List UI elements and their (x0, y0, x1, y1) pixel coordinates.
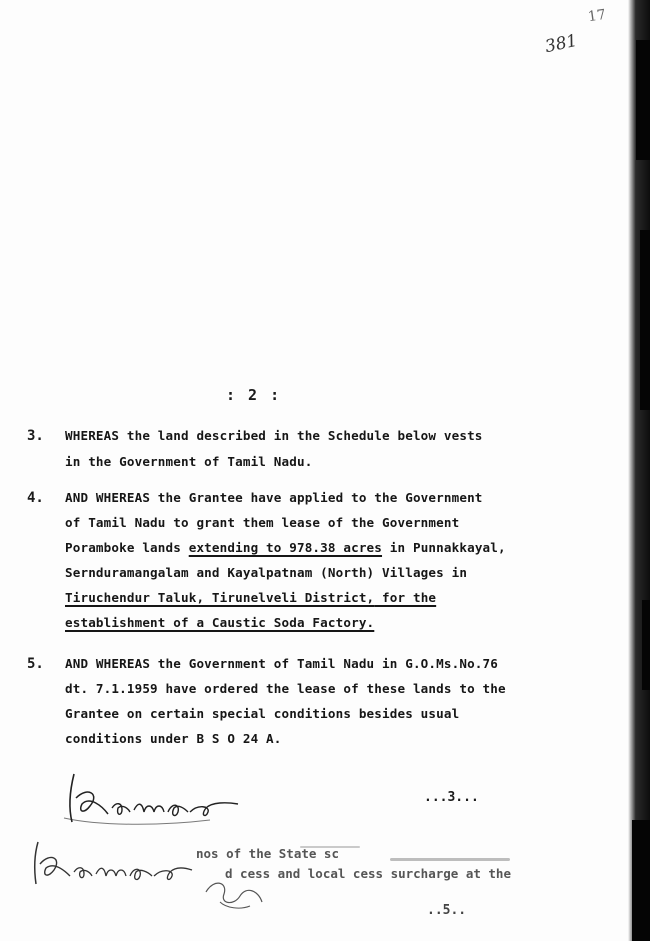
paragraph-line: Tiruchendur Taluk, Tirunelveli District, for the (65, 590, 437, 605)
underlined-phrase: extending to 978.38 acres (188, 540, 383, 555)
paragraph-line: dt. 7.1.1959 have ordered the lease of these lands to the (65, 681, 506, 696)
underlined-phrase: Tiruchendur Taluk, Tirunelveli District, (65, 590, 375, 605)
overlap-text-fragment: nos of the State sc (196, 846, 339, 861)
scan-edge-spot (640, 230, 650, 410)
paragraph-line: in the Government of Tamil Nadu. (65, 454, 313, 469)
paragraph-number: 5. (27, 656, 44, 672)
paragraph-number: 3. (27, 428, 44, 444)
paragraph-line: AND WHEREAS the Grantee have applied to the Government (65, 490, 483, 505)
page-marker: : 2 : (226, 386, 282, 404)
continuation-marker: ...3... (424, 790, 479, 805)
paragraph-line: Grantee on certain special conditions besides usual (65, 706, 460, 721)
paragraph-line: establishment of a Caustic Soda Factory. (65, 615, 375, 630)
paragraph-line: Sernduramangalam and Kayalpatnam (North) Villages in (65, 565, 468, 580)
scan-edge-spot (636, 40, 650, 160)
paragraph-number: 4. (27, 490, 44, 506)
signature (60, 768, 245, 830)
overlap-text-fragment: d cess and local cess surcharge at the (225, 866, 511, 881)
paragraph-line: of Tamil Nadu to grant them lease of the Government (65, 515, 460, 530)
scan-speck (300, 846, 360, 848)
paragraph-line: conditions under B S O 24 A. (65, 731, 282, 746)
signature (26, 838, 196, 890)
scan-edge-spot (642, 600, 650, 690)
paragraph-line: WHEREAS the land described in the Schedule below vests (65, 428, 483, 443)
scan-edge-spot (632, 820, 650, 941)
paragraph-line: AND WHEREAS the Government of Tamil Nadu in G.O.Ms.No.76 (65, 656, 498, 671)
scan-speck (390, 858, 510, 861)
folio-number: 381 (543, 30, 580, 58)
corner-mark: 17 (586, 6, 607, 26)
continuation-marker: ..5.. (427, 903, 467, 918)
paragraph-line: Poramboke lands extending to 978.38 acres in Punnakkayal, (65, 540, 506, 555)
